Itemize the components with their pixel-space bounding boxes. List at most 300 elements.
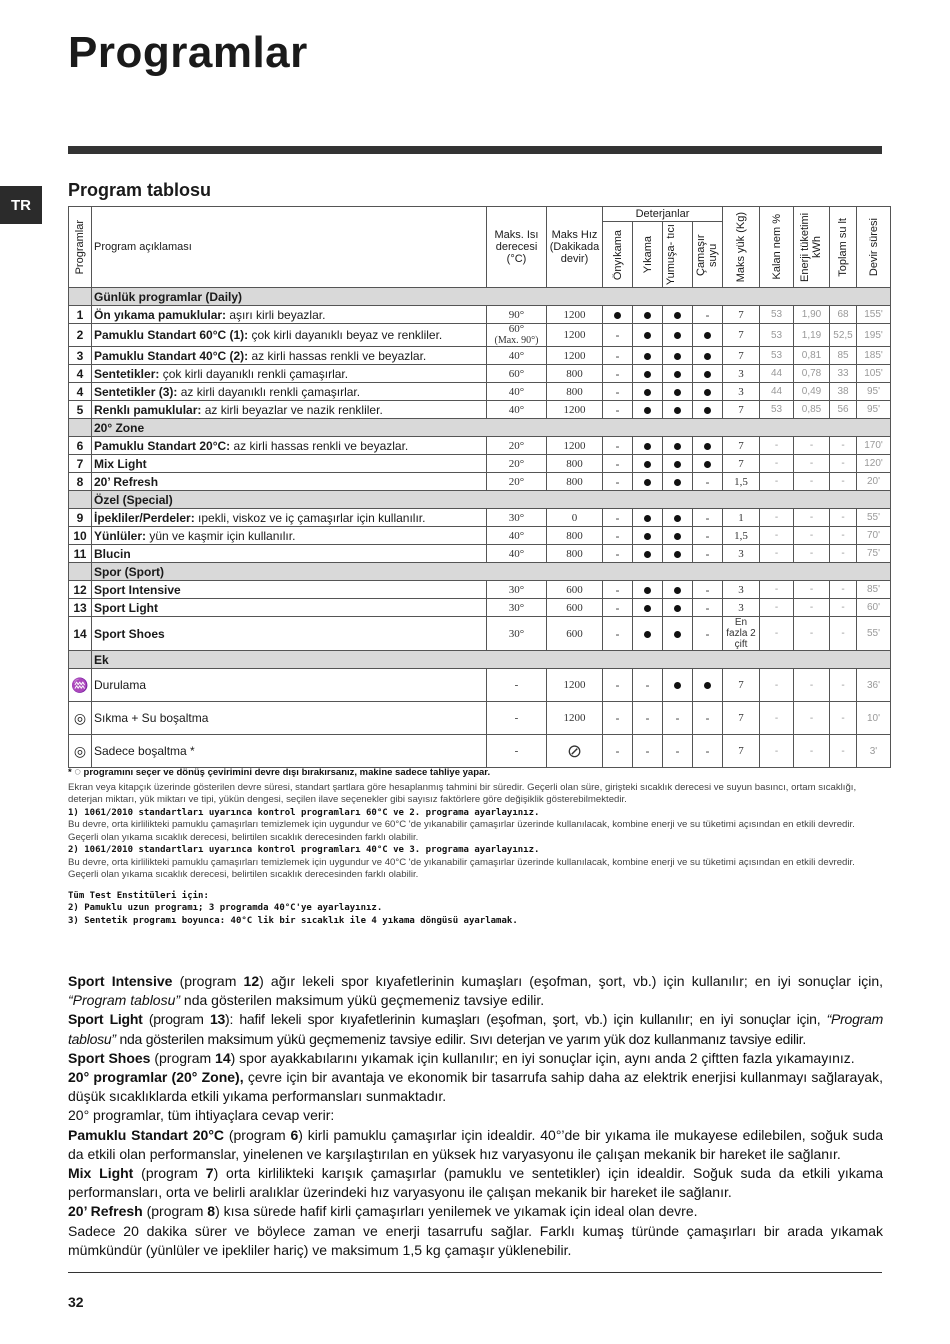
max-temp-cell: [487, 599, 547, 617]
program-detail: az kirli beyazlar ve nazik renkliler.: [201, 402, 383, 417]
section-spacer: [69, 491, 92, 509]
dash-mark: -: [705, 307, 710, 322]
dash-mark: -: [705, 744, 710, 758]
prewash-cell: [603, 599, 633, 617]
prewash-cell: [603, 347, 633, 365]
bullet-icon: [674, 332, 681, 339]
total-water: -: [830, 527, 857, 545]
program-description: [92, 347, 487, 365]
residual-moisture: -: [760, 455, 794, 473]
table-row: [69, 617, 891, 651]
dash-mark: -: [645, 678, 650, 692]
max-temp: 40°: [508, 403, 525, 416]
bullet-icon: [644, 312, 651, 319]
program-description: [92, 306, 487, 324]
program-detail: ıpekli, viskoz ve iç çamaşırlar için kullanılır.: [194, 510, 426, 525]
header-description: Program açıklaması: [92, 207, 487, 288]
total-water: -: [830, 455, 857, 473]
cycle-duration: 3': [857, 735, 891, 768]
softener-cell: [663, 599, 693, 617]
paragraph-refresh-details: Sadece 20 dakika sürer ve böylece zaman ve enerji tasarrufu sağlar. Farklı kumaş türünde çamaşırları bir arada yıkamak mümkündür (yünlüler ve ipekliler hariç) ve maksimum 1,5 kg çamaşır yüklenebilir.: [68, 1222, 883, 1258]
footer-divider: [68, 1272, 882, 1273]
energy-consumption: -: [794, 437, 830, 455]
dash-mark: -: [615, 711, 620, 725]
program-detail: aşırı kirli beyazlar.: [226, 307, 326, 322]
bleach-cell: [693, 527, 723, 545]
residual-moisture: -: [760, 509, 794, 527]
bleach-cell: [693, 324, 723, 347]
program-number: 13: [69, 599, 92, 617]
header-wash: Yıkama: [633, 222, 663, 288]
max-speed: [547, 735, 603, 768]
program-icon-cell: [69, 735, 92, 768]
dash-mark: -: [705, 528, 710, 543]
softener-cell: [663, 473, 693, 491]
table-row: [69, 324, 891, 347]
softener-cell: [663, 545, 693, 563]
max-temp-cell: [487, 437, 547, 455]
softener-cell: [663, 669, 693, 702]
max-temp-cell: [487, 581, 547, 599]
dash-mark: -: [615, 510, 620, 525]
softener-cell: [663, 324, 693, 347]
section-label: Ek: [92, 651, 891, 669]
table-section-row: [69, 563, 891, 581]
section-label: 20° Zone: [92, 419, 891, 437]
bullet-icon: [674, 371, 681, 378]
dash-mark: -: [615, 528, 620, 543]
program-icon-cell: [69, 702, 92, 735]
section-label: Spor (Sport): [92, 563, 891, 581]
title-divider: [68, 146, 882, 154]
table-row: [69, 347, 891, 365]
section-spacer: [69, 419, 92, 437]
institutes-note-2: 3) Sentetik programı boyunca: 40°C lik bir sıcaklık ile 4 yıkama döngüsü ayarlamak.: [68, 915, 518, 926]
wash-cell: [633, 545, 663, 563]
program-description: [92, 509, 487, 527]
paragraph-sport-shoes: Sport Shoes (program 14) spor ayakkabılarını yıkamak için kullanılır; en iyi sonuçlar için, aynı anda 2 çiftten fazla yıkamayınız.: [68, 1049, 855, 1066]
program-descriptions: [68, 972, 883, 1260]
table-row: [69, 437, 891, 455]
energy-consumption: -: [794, 581, 830, 599]
residual-moisture: -: [760, 527, 794, 545]
program-description: [92, 455, 487, 473]
max-temp-cell: [487, 509, 547, 527]
dash-mark: -: [705, 546, 710, 561]
max-load: 7: [723, 347, 760, 365]
table-section-row: [69, 491, 891, 509]
total-water: -: [830, 702, 857, 735]
program-name: Mix Light: [94, 456, 147, 471]
total-water: -: [830, 545, 857, 563]
cycle-duration: 95': [857, 401, 891, 419]
paragraph-sport-intensive: Sport Intensive (program 12) ağır lekeli spor kıyafetlerinin kumaşları (eşofman, şort, vb.) için kullanılır; en iyi sonuçlar için, “Program tablosu” nda gösterilen maksimum yükü geçmemeniz tavsiye edilir.: [68, 973, 883, 1009]
max-temp: 60°: [508, 367, 525, 380]
softener-cell: [663, 306, 693, 324]
paragraph-sport-light: Sport Light (program 13): hafif lekeli spor kıyafetlerinin kumaşları (eşofman, şort, vb.) için kullanılır; en iyi sonuçlar için, “Program tablosu” nda gösterilen maksimum yükü geçmemeniz tavsiye edilir. Sıvı deterjan ve yarım yük doz kullanmanız tavsiye edilir.: [68, 1011, 883, 1047]
dash-mark: -: [615, 546, 620, 561]
max-temp: 30°: [508, 627, 525, 640]
total-water: -: [830, 669, 857, 702]
program-description: [92, 437, 487, 455]
bullet-icon: [704, 461, 711, 468]
bullet-icon: [674, 533, 681, 540]
language-tab: TR: [0, 186, 42, 224]
program-name: Pamuklu Standart 20°C:: [94, 438, 231, 453]
max-load: 7: [723, 669, 760, 702]
wash-cell: [633, 324, 663, 347]
max-speed: 0: [547, 509, 603, 527]
max-temp: 30°: [508, 511, 525, 524]
bleach-cell: [693, 437, 723, 455]
bleach-cell: [693, 383, 723, 401]
cycle-duration: 120': [857, 455, 891, 473]
bullet-icon: [674, 631, 681, 638]
note2-title: 2) 1061/2010 standartları uyarınca kontrol programları 40°C ve 3. programa ayarlayınız.: [68, 845, 540, 855]
table-row: [69, 383, 891, 401]
program-number: 4: [69, 365, 92, 383]
program-number: 8: [69, 473, 92, 491]
wash-cell: [633, 581, 663, 599]
program-description: [92, 324, 487, 347]
star-note: * ◌ programını seçer ve dönüş çevirimini devre dışı bırakırsanız, makine sadece tahliye yapar.: [68, 766, 491, 778]
prewash-cell: [603, 401, 633, 419]
max-load: 1,5: [723, 527, 760, 545]
program-name: Pamuklu Standart 60°C (1):: [94, 328, 249, 342]
bleach-cell: [693, 545, 723, 563]
max-temp-cell: [487, 473, 547, 491]
max-speed: 600: [547, 581, 603, 599]
max-load: 3: [723, 545, 760, 563]
table-row: [69, 545, 891, 563]
bullet-icon: [704, 332, 711, 339]
max-load: 1,5: [723, 473, 760, 491]
residual-moisture: 44: [760, 383, 794, 401]
energy-consumption: 1,19: [794, 324, 830, 347]
max-speed: 1200: [547, 306, 603, 324]
max-temp: -: [514, 712, 519, 724]
header-water: Toplam su lt: [830, 207, 857, 288]
residual-moisture: -: [760, 599, 794, 617]
residual-moisture: -: [760, 437, 794, 455]
max-load: 7: [723, 437, 760, 455]
cycle-duration: 70': [857, 527, 891, 545]
prewash-cell: [603, 437, 633, 455]
institutes-title: Tüm Test Enstitüleri için:: [68, 890, 209, 901]
program-name: 20’ Refresh: [94, 474, 159, 489]
max-temp: 90°: [508, 308, 525, 321]
dash-mark: -: [615, 474, 620, 489]
residual-moisture: -: [760, 581, 794, 599]
program-name: Sentetikler:: [94, 366, 160, 381]
max-temp: 20°: [508, 457, 525, 470]
table-row: [69, 455, 891, 473]
table-row: [69, 599, 891, 617]
header-max-speed: Maks Hız (Dakikada devir): [547, 207, 603, 288]
prewash-cell: [603, 383, 633, 401]
bullet-icon: [644, 389, 651, 396]
energy-consumption: 0,81: [794, 347, 830, 365]
max-speed: 800: [547, 473, 603, 491]
softener-cell: [663, 347, 693, 365]
cycle-duration: 36': [857, 669, 891, 702]
prewash-cell: [603, 324, 633, 347]
program-number: 11: [69, 545, 92, 563]
program-detail: çok kirli dayanıklı beyaz ve renkliler.: [248, 328, 443, 342]
softener-cell: [663, 383, 693, 401]
max-temp: 40°: [508, 349, 525, 362]
total-water: 85: [830, 347, 857, 365]
table-row: [69, 669, 891, 702]
program-number: 6: [69, 437, 92, 455]
residual-moisture: -: [760, 473, 794, 491]
bullet-icon: [644, 533, 651, 540]
max-temp: 40°: [508, 529, 525, 542]
prewash-cell: [603, 306, 633, 324]
cycle-duration: 55': [857, 509, 891, 527]
wash-cell: [633, 306, 663, 324]
bullet-icon: [704, 443, 711, 450]
max-speed: 1200: [547, 347, 603, 365]
paragraph-20-zone: 20° programlar (20° Zone), çevre için bir avantaja ve ekonomik bir tasarrufa sahip daha az elektrik enerjisi kullanmayı sağlarayak, düşük sıcaklıklarda etkili yıkama performansları sunmaktadır.: [68, 1069, 883, 1105]
max-speed: 800: [547, 545, 603, 563]
dash-mark: -: [615, 438, 620, 453]
bullet-icon: [674, 551, 681, 558]
total-water: -: [830, 473, 857, 491]
bleach-cell: [693, 702, 723, 735]
program-description: [92, 473, 487, 491]
section-spacer: [69, 563, 92, 581]
total-water: 68: [830, 306, 857, 324]
bullet-icon: [674, 515, 681, 522]
program-number: 4: [69, 383, 92, 401]
bleach-cell: [693, 401, 723, 419]
wash-cell: [633, 473, 663, 491]
bullet-icon: [674, 389, 681, 396]
table-row: [69, 473, 891, 491]
program-table: [68, 206, 891, 768]
bullet-icon: [644, 443, 651, 450]
bullet-icon: [704, 682, 711, 689]
dash-mark: -: [705, 510, 710, 525]
table-row: [69, 401, 891, 419]
table-notes: [68, 766, 883, 927]
bleach-cell: [693, 455, 723, 473]
bleach-cell: [693, 735, 723, 768]
program-description: [92, 617, 487, 651]
bleach-cell: [693, 509, 723, 527]
prewash-cell: [603, 617, 633, 651]
total-water: 56: [830, 401, 857, 419]
program-number: 5: [69, 401, 92, 419]
wash-cell: [633, 455, 663, 473]
prewash-cell: [603, 455, 633, 473]
cycle-duration: 185': [857, 347, 891, 365]
dash-mark: -: [705, 474, 710, 489]
total-water: -: [830, 735, 857, 768]
table-row: [69, 581, 891, 599]
total-water: 38: [830, 383, 857, 401]
program-description: [92, 702, 487, 735]
max-temp-cell: [487, 383, 547, 401]
header-bleach: Çamaşır suyu: [693, 222, 723, 288]
energy-consumption: -: [794, 509, 830, 527]
total-water: -: [830, 617, 857, 651]
bullet-icon: [704, 389, 711, 396]
wash-cell: [633, 527, 663, 545]
bullet-icon: [674, 407, 681, 414]
residual-moisture: 53: [760, 401, 794, 419]
program-name: Sentetikler (3):: [94, 384, 178, 399]
softener-cell: [663, 365, 693, 383]
bullet-icon: [614, 312, 621, 319]
header-detergents: Deterjanlar: [603, 207, 723, 222]
dash-mark: -: [615, 678, 620, 692]
total-water: 52,5: [830, 324, 857, 347]
header-programs: Programlar: [69, 207, 92, 288]
no-spin-icon: ⊘: [566, 740, 583, 761]
max-speed: 1200: [547, 437, 603, 455]
dash-mark: -: [705, 600, 710, 615]
drain-icon: ◎: [73, 742, 87, 759]
max-load: 7: [723, 702, 760, 735]
wash-cell: [633, 617, 663, 651]
bullet-icon: [644, 631, 651, 638]
max-speed: 800: [547, 455, 603, 473]
program-number: 12: [69, 581, 92, 599]
drain-icon: ◌: [74, 766, 81, 778]
program-description: [92, 669, 487, 702]
residual-moisture: -: [760, 735, 794, 768]
prewash-cell: [603, 702, 633, 735]
bullet-icon: [644, 479, 651, 486]
dash-mark: -: [645, 711, 650, 725]
program-name: Sport Intensive: [94, 582, 181, 597]
max-temp-cell: [487, 401, 547, 419]
paragraph-mix-light: Mix Light (program 7) orta kirlilikteki karışık çamaşırlar (pamuklu ve sentetikler) için idealdir. Soğuk suda da etkili yıkama performansları, orta ve belirli aralıklar üzerindeki hız varyasyonu ile çalışan mekanik bir hareket ile sağlanır.: [68, 1165, 884, 1201]
dash-mark: -: [615, 600, 620, 615]
prewash-cell: [603, 509, 633, 527]
cycle-duration: 75': [857, 545, 891, 563]
max-temp: 30°: [508, 583, 525, 596]
bullet-icon: [674, 479, 681, 486]
bleach-cell: [693, 599, 723, 617]
bullet-icon: [644, 371, 651, 378]
header-residual-moisture: Kalan nem %: [760, 207, 794, 288]
dash-mark: -: [675, 711, 680, 725]
program-description: [92, 401, 487, 419]
bullet-icon: [674, 605, 681, 612]
total-water: -: [830, 581, 857, 599]
max-temp-cell: [487, 669, 547, 702]
note1-title: 1) 1061/2010 standartları uyarınca kontrol programları 60°C ve 2. programa ayarlayınız.: [68, 807, 540, 818]
max-load: 3: [723, 581, 760, 599]
residual-moisture: -: [760, 617, 794, 651]
header-max-temp: Maks. Isı derecesi (°C): [487, 207, 547, 288]
program-number: 7: [69, 455, 92, 473]
dash-mark: -: [615, 402, 620, 417]
softener-cell: [663, 527, 693, 545]
bleach-cell: [693, 473, 723, 491]
paragraph-refresh: 20’ Refresh (program 8) kısa sürede hafif kirli çamaşırları yenilemek ve yıkamak için ideal olan devre.: [68, 1203, 698, 1220]
dash-mark: -: [615, 384, 620, 399]
max-speed: 1200: [547, 401, 603, 419]
max-load: En fazla 2 çift: [723, 617, 760, 651]
bullet-icon: [674, 461, 681, 468]
max-temp: -: [514, 679, 519, 691]
bullet-icon: [704, 371, 711, 378]
max-load: 1: [723, 509, 760, 527]
max-temp-cell: [487, 455, 547, 473]
cycle-duration: 55': [857, 617, 891, 651]
total-water: -: [830, 509, 857, 527]
program-description: [92, 599, 487, 617]
total-water: -: [830, 599, 857, 617]
max-load: 7: [723, 306, 760, 324]
max-load: 7: [723, 455, 760, 473]
dash-mark: -: [645, 744, 650, 758]
cycle-duration: 170': [857, 437, 891, 455]
dash-mark: -: [615, 456, 620, 471]
bullet-icon: [704, 407, 711, 414]
wash-cell: [633, 702, 663, 735]
table-row: [69, 365, 891, 383]
program-number: 9: [69, 509, 92, 527]
residual-moisture: 53: [760, 306, 794, 324]
bullet-icon: [704, 353, 711, 360]
residual-moisture: -: [760, 545, 794, 563]
prewash-cell: [603, 669, 633, 702]
program-detail: az kirli dayanıklı renkli çamaşırlar.: [177, 384, 361, 399]
max-load: 7: [723, 401, 760, 419]
program-detail: Sadece boşaltma *: [94, 744, 195, 758]
program-number: 2: [69, 324, 92, 347]
program-detail: az kirli hassas renkli ve beyazlar.: [230, 438, 409, 453]
bullet-icon: [674, 682, 681, 689]
max-temp-cell: [487, 347, 547, 365]
energy-consumption: -: [794, 617, 830, 651]
program-number: 14: [69, 617, 92, 651]
bullet-icon: [644, 461, 651, 468]
wash-cell: [633, 347, 663, 365]
energy-consumption: 0,78: [794, 365, 830, 383]
program-name: Sport Light: [94, 600, 158, 615]
max-temp-note: (Max. 90°): [494, 335, 539, 346]
program-detail: yün ve kaşmir için kullanılır.: [146, 528, 296, 543]
residual-moisture: 53: [760, 324, 794, 347]
energy-consumption: -: [794, 702, 830, 735]
program-description: [92, 527, 487, 545]
max-temp: 60°: [508, 323, 525, 335]
bullet-icon: [674, 312, 681, 319]
program-description: [92, 545, 487, 563]
softener-cell: [663, 735, 693, 768]
energy-consumption: -: [794, 669, 830, 702]
cycle-duration: 85': [857, 581, 891, 599]
prewash-cell: [603, 581, 633, 599]
table-row: [69, 735, 891, 768]
table-section-row: [69, 651, 891, 669]
program-name: Pamuklu Standart 40°C (2):: [94, 348, 249, 363]
bullet-icon: [644, 605, 651, 612]
prewash-cell: [603, 735, 633, 768]
dash-mark: -: [615, 328, 620, 342]
section-spacer: [69, 288, 92, 306]
bullet-icon: [644, 332, 651, 339]
section-label: Özel (Special): [92, 491, 891, 509]
dash-mark: -: [675, 744, 680, 758]
residual-moisture: -: [760, 669, 794, 702]
